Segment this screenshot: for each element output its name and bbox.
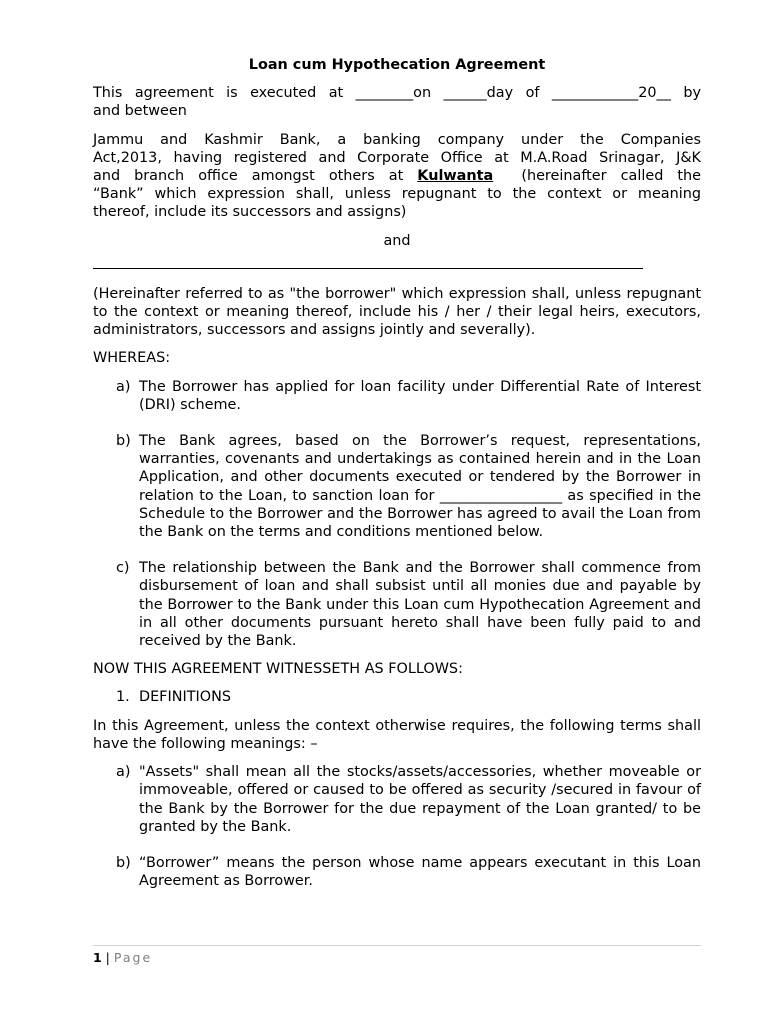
branch-name: Kulwanta (417, 168, 494, 185)
page-number: 1 (93, 950, 102, 965)
definition-borrower (93, 854, 701, 890)
intro-line-1: This agreement is executed at ________on ______day of ____________20__ by (93, 85, 701, 102)
definition-text: "Assets" shall mean all the stocks/assets/accessories, whether moveable or immoveable, offered or caused to be offered as security /secured in favour of the Bank by the Borrower for the due repayment of the Loan granted/ to be granted by the Bank. (139, 764, 701, 835)
document-title: Loan cum Hypothecation Agreement (248, 57, 546, 73)
bank-line-1: Jammu and Kashmir Bank, a banking company under the Companies (93, 131, 701, 148)
page-footer (93, 945, 701, 965)
section-heading-definitions (93, 688, 701, 706)
whereas-heading: WHEREAS: (93, 350, 171, 367)
recital-text: The Bank agrees, based on the Borrower’s request, representations, warranties, covenants and undertakings as contained herein and in the Loan Application, and other documents executed or tendered by the Borrower in relation to the Loan, to sanction loan for _________________ as specified in the Schedule to the Borrower and the Borrower has agreed to avail the Loan from the Bank on the terms and conditions mentioned below. (139, 433, 701, 541)
borrower-name-blank-line (93, 254, 643, 269)
recital-marker: a) (116, 378, 131, 395)
recital-text: The relationship between the Bank and the Borrower shall commence from disbursement of loan and shall subsist until all monies due and payable by the Borrower to the Bank under this Loan cum Hypothecation Agreement and in all other documents pursuant hereto shall have been fully paid to and received by the Bank. (139, 560, 701, 650)
footer-separator: | (101, 950, 114, 965)
definition-text: “Borrower” means the person whose name appears executant in this Loan Agreement as Borrower. (139, 854, 701, 890)
bank-line-2: Act,2013, having registered and Corporate Office at M.A.Road Srinagar, J&K (93, 149, 701, 166)
witnesseth-heading: NOW THIS AGREEMENT WITNESSETH AS FOLLOWS: (93, 661, 463, 678)
recital-marker: b) (116, 433, 131, 450)
bank-line-3-start: and branch office amongst others at (93, 168, 418, 185)
section-title: DEFINITIONS (139, 689, 231, 706)
bank-line-3-end: (hereinafter called the (493, 168, 702, 185)
recital-marker: c) (116, 560, 130, 577)
section-number: 1. (116, 689, 130, 706)
recital-c (93, 559, 701, 650)
page-label: Page (113, 950, 153, 965)
recital-a (93, 378, 701, 414)
borrower-definition: (Hereinafter referred to as "the borrower" which expression shall, unless repugnant to the context or meaning thereof, include his / her / their legal heirs, executors, administrators, successors and assigns jointly and severally). (93, 285, 701, 339)
and-separator: and (383, 232, 411, 249)
definition-assets (93, 763, 701, 836)
definition-marker: b) (116, 854, 131, 871)
document-body (93, 56, 701, 890)
bank-line-3 (93, 167, 701, 185)
bank-line-4: “Bank” which expression shall, unless repugnant to the context or meaning (93, 186, 701, 203)
definition-marker: a) (116, 764, 131, 781)
recital-text: The Borrower has applied for loan facility under Differential Rate of Interest (DRI) scheme. (139, 378, 701, 413)
bank-line-5: thereof, include its successors and assigns) (93, 204, 407, 221)
intro-line-2: and between (93, 103, 187, 120)
recital-b (93, 432, 701, 541)
definitions-intro: In this Agreement, unless the context otherwise requires, the following terms shall have the following meanings: – (93, 717, 701, 752)
